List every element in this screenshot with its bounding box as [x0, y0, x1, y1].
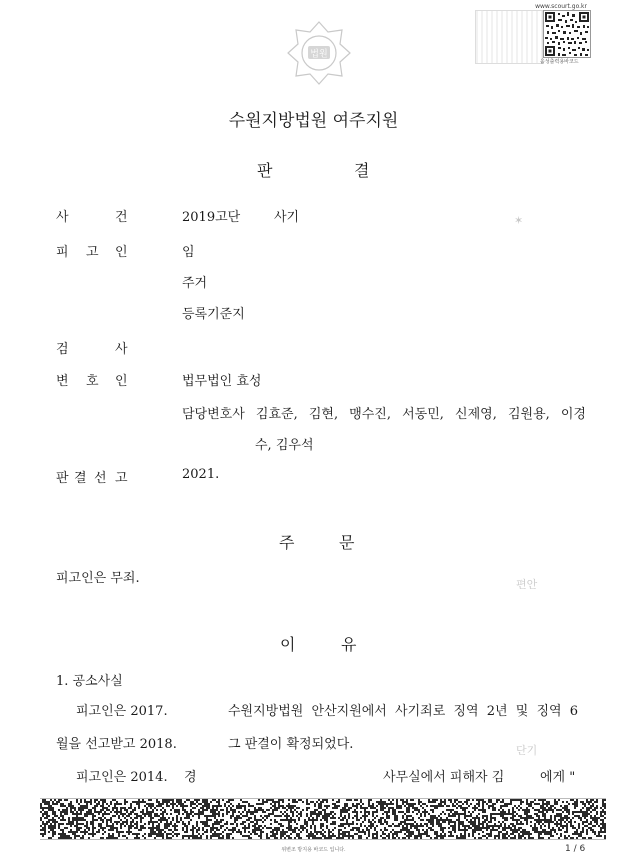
order-heading-char-2: 문 [339, 533, 355, 552]
qr-code-icon [543, 10, 591, 58]
case-number: 2019고단 [182, 210, 241, 225]
label-case-char-1: 사 [56, 210, 69, 225]
label-verdict-char-3: 선 [94, 471, 107, 486]
faint-stamp-1: 편안 [516, 578, 538, 591]
order-text: 피고인은 무죄. [56, 571, 140, 586]
attorneys-line-2: 수, 김우석 [255, 438, 314, 453]
reason-heading-char-2: 유 [341, 635, 357, 654]
reason-heading-char-1: 이 [280, 635, 296, 654]
para3-word: 경 [184, 770, 197, 785]
barcode-caption: 위변조 방지용 바코드 입니다. [281, 847, 346, 853]
faint-mark-1: ✶ [514, 214, 524, 227]
label-verdict-char-2: 결 [74, 471, 87, 486]
seal-text: 법원 [310, 49, 328, 60]
attorneys-line-1: 담당변호사 김효준, 김현, 맹수진, 서동민, 신제영, 김원용, 이경 [182, 407, 586, 422]
label-defendant-char-2: 고 [86, 245, 99, 260]
para3-start: 피고인은 2014. [76, 770, 168, 785]
para2-start: 월을 선고받고 2018. [56, 737, 177, 752]
defendant-registration: 등록기준지 [182, 307, 245, 322]
order-heading-char-1: 주 [279, 533, 295, 552]
label-defendant-char-3: 인 [115, 245, 128, 260]
para1-rest: 수원지방법원 안산지원에서 사기죄로 징역 2년 및 징역 6 [228, 704, 578, 719]
label-defendant-char-1: 피 [56, 245, 69, 260]
label-prosecutor-char-1: 검 [56, 342, 69, 357]
label-counsel-char-1: 변 [56, 374, 69, 389]
para1-start: 피고인은 2017. [76, 704, 168, 719]
case-name: 사기 [274, 210, 300, 225]
label-counsel-char-2: 호 [86, 374, 99, 389]
site-url: www.scourt.go.kr [535, 3, 587, 10]
anti-forgery-barcode [40, 798, 606, 840]
defendant-address: 주거 [182, 276, 208, 291]
para2-rest: 그 판결이 확정되었다. [228, 737, 354, 752]
court-seal-icon [284, 18, 354, 88]
faded-verification-box [475, 10, 543, 64]
faint-stamp-2: 단기 [516, 744, 538, 757]
law-firm: 법무법인 효성 [182, 374, 262, 389]
label-counsel-char-3: 인 [115, 374, 128, 389]
title-char-1: 판 [257, 161, 273, 180]
item-heading: 1. 공소사실 [56, 674, 123, 689]
label-prosecutor-char-2: 사 [115, 342, 128, 357]
title-char-2: 결 [354, 161, 370, 180]
page-indicator: 1 / 6 [565, 844, 586, 854]
defendant-name: 임 [182, 245, 195, 260]
para3-end: 에게 " [540, 770, 576, 785]
verdict-date: 2021. [182, 467, 220, 482]
label-verdict-char-1: 판 [56, 471, 69, 486]
qr-caption: 음성출력용바코드 [540, 59, 579, 65]
para3-middle: 사무실에서 피해자 김 [383, 770, 505, 785]
label-verdict-char-4: 고 [115, 471, 128, 486]
court-name: 수원지방법원 여주지원 [228, 111, 399, 131]
label-case-char-2: 건 [115, 210, 128, 225]
